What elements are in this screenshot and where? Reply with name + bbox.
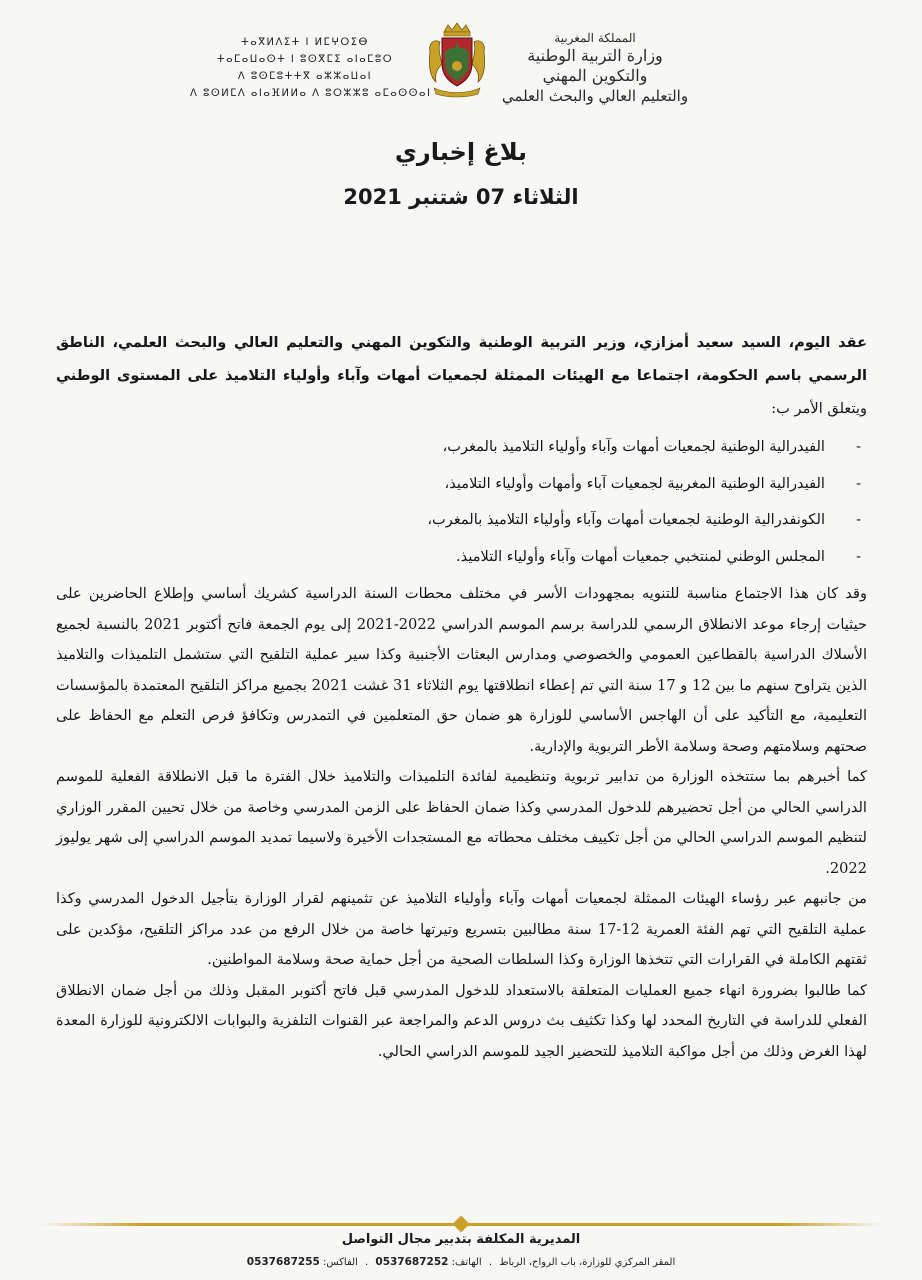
intro-bold: عقد اليوم، السيد سعيد أمزازي، وزير التربية الوطنية والتكوين المهني والتعليم العالي والبحث العلمي، الناطق الرسمي باسم الحكومة، اجتماعا مع الهيئات الممثلة لجمعيات أمهات وآباء وأولياء التلاميذ على المستوى الوطني [56, 334, 867, 384]
header-ministry: والتكوين المهني [542, 66, 648, 85]
header-ministry: وزارة التربية الوطنية [527, 46, 663, 65]
list-item: - الفيدرالية الوطنية لجمعيات أمهات وآباء وأولياء التلاميذ بالمغرب، [56, 429, 867, 466]
footer-divider [40, 1223, 882, 1226]
intro-normal: ويتعلق الأمر ب: [771, 400, 867, 417]
document-body [56, 326, 867, 1067]
document-date: الثلاثاء 07 شتنبر 2021 [343, 185, 579, 209]
organizations-list [56, 429, 867, 575]
body-paragraph: كما طالبوا بضرورة انهاء جميع العمليات المتعلقة بالاستعداد للدخول المدرسي قبل فاتح أكتوبر المقبل وذلك من أجل ضمان الانطلاق الفعلي للدراسة في التاريخ المحدد لها وكذا تكثيف بث دروس الدعم والمراجعة عبر القنوات التلفزية والبوابات الالكترونية للوزارة المعدة لهذا الغرض وذلك من أجل مواكبة التلاميذ للتحضير الجيد للموسم الدراسي الحالي. [56, 981, 867, 1060]
document-title: بلاغ إخباري [394, 138, 528, 166]
footer-phone-label: الهاتف: [451, 1257, 482, 1268]
footer-address: المقر المركزي للوزارة، باب الرواح، الرباط [499, 1257, 676, 1268]
footer-directorate: المديرية المكلفة بتدبير مجال التواصل [341, 1232, 581, 1247]
footer-contact: المقر المركزي للوزارة، باب الرواح، الرباط . الهاتف: 0537687252 . الفاكس: 0537687255 [246, 1256, 676, 1268]
header-arabic [500, 30, 690, 106]
body-paragraph: كما أخبرهم بما ستتخذه الوزارة من تدابير تربوية وتنظيمية لفائدة التلميذات والتلاميذ خلال الفترة ما قبل الانطلاقة الفعلية للموسم الدراسي الحالي من أجل تحضيرهم للدخول المدرسي وكذا ضمان الحفاظ على الزمن المدرسي وخاصة من خلال تحيين المقرر الوزاري لتنظيم الموسم الدراسي الحالي من أجل تكييف مختلف محطاته مع المستجدات الأخيرة ولاسيما تمديد الموسم الدراسي إلى شهر يوليوز 2022. [56, 768, 867, 877]
divider-diamond-icon [453, 1216, 470, 1233]
footer-phone: 0537687252 [375, 1256, 449, 1268]
tifinagh-line: ⵜⴰⵎⴰⵡⴰⵙⵜ ⵏ ⵓⵙⴳⵎⵉ ⴰⵏⴰⵎⵓⵔ [216, 54, 394, 65]
list-item: - الفيدرالية الوطنية المغربية لجمعيات آباء وأمهات وأولياء التلاميذ، [56, 466, 867, 503]
header-kingdom: المملكة المغربية [554, 31, 636, 45]
list-item: - المجلس الوطني لمنتخبي جمعيات أمهات وآباء وأولياء التلاميذ. [56, 539, 867, 576]
header-tifinagh [190, 34, 432, 102]
coat-of-arms-icon [426, 22, 488, 98]
tifinagh-line: ⵜⴰⴳⵍⴷⵉⵜ ⵏ ⵍⵎⵖⵔⵉⴱ [241, 37, 369, 48]
list-item: - الكونفدرالية الوطنية لجمعيات أمهات وآباء وأولياء التلاميذ بالمغرب، [56, 502, 867, 539]
footer-fax: 0537687255 [246, 1256, 320, 1268]
header-ministry: والتعليم العالي والبحث العلمي [501, 87, 689, 105]
body-paragraph: من جانبهم عبر رؤساء الهيئات الممثلة لجمعيات أمهات وآباء وأولياء التلاميذ عن تثمينهم لقرار الوزارة بتأجيل الدخول المدرسي وكذا عملية التلقيح التي تهم الفئة العمرية 12-17 سنة مطالبين بتسريع وتيرتها خاصة من خلال الرفع من عدد مراكز التلقيح، مؤكدين على ثقتهم الكاملة في القرارات التي تتخذها الوزارة وكذا السلطات الصحية من أجل حماية صحة وسلامة المواطنين. [56, 890, 867, 968]
footer-fax-label: الفاكس: [323, 1257, 358, 1268]
body-paragraph: وقد كان هذا الاجتماع مناسبة للتنويه بمجهودات الأسر في مختلف محطات السنة الدراسية كشريك أساسي وإطلاع الحاضرين على حيثيات إرجاء موعد الانطلاق الرسمي للدراسة برسم الموسم الدراسي 2022-2021 إلى يوم الجمعة فاتح أكتوبر 2021 بالنسبة لجميع الأسلاك الدراسية بالقطاعين العمومي والخصوصي ومدارس البعثات الأجنبية وكذا سير عملية التلقيح التي ستشمل التلميذات والتلاميذ الذين يتراوح سنهم ما بين 12 و 17 سنة التي تم إعطاء انطلاقتها يوم الثلاثاء 31 غشت 2021 بجميع مراكز التلقيح المعتمدة بالمؤسسات التعليمية، مع التأكيد على أن الهاجس الأساسي للوزارة هو ضمان حق المتعلمين في التمدرس وتكافؤ فرص التعلم مع الحفاظ على صحتهم وسلامتهم وصحة وسلامة الأطر التربوية والإدارية. [55, 585, 867, 755]
tifinagh-line: ⴷ ⵓⵙⵍⵎⴷ ⴰⵏⴰⴼⵍⵍⴰ ⴷ ⵓⵔⵣⵣⵓ ⴰⵎⴰⵙⵙⴰⵏ [190, 88, 432, 99]
intro-paragraph [56, 326, 867, 425]
tifinagh-line: ⴷ ⵓⵙⵎⵓⵜⵜⴳ ⴰⵣⵣⴰⵡⴰⵏ [237, 71, 373, 82]
